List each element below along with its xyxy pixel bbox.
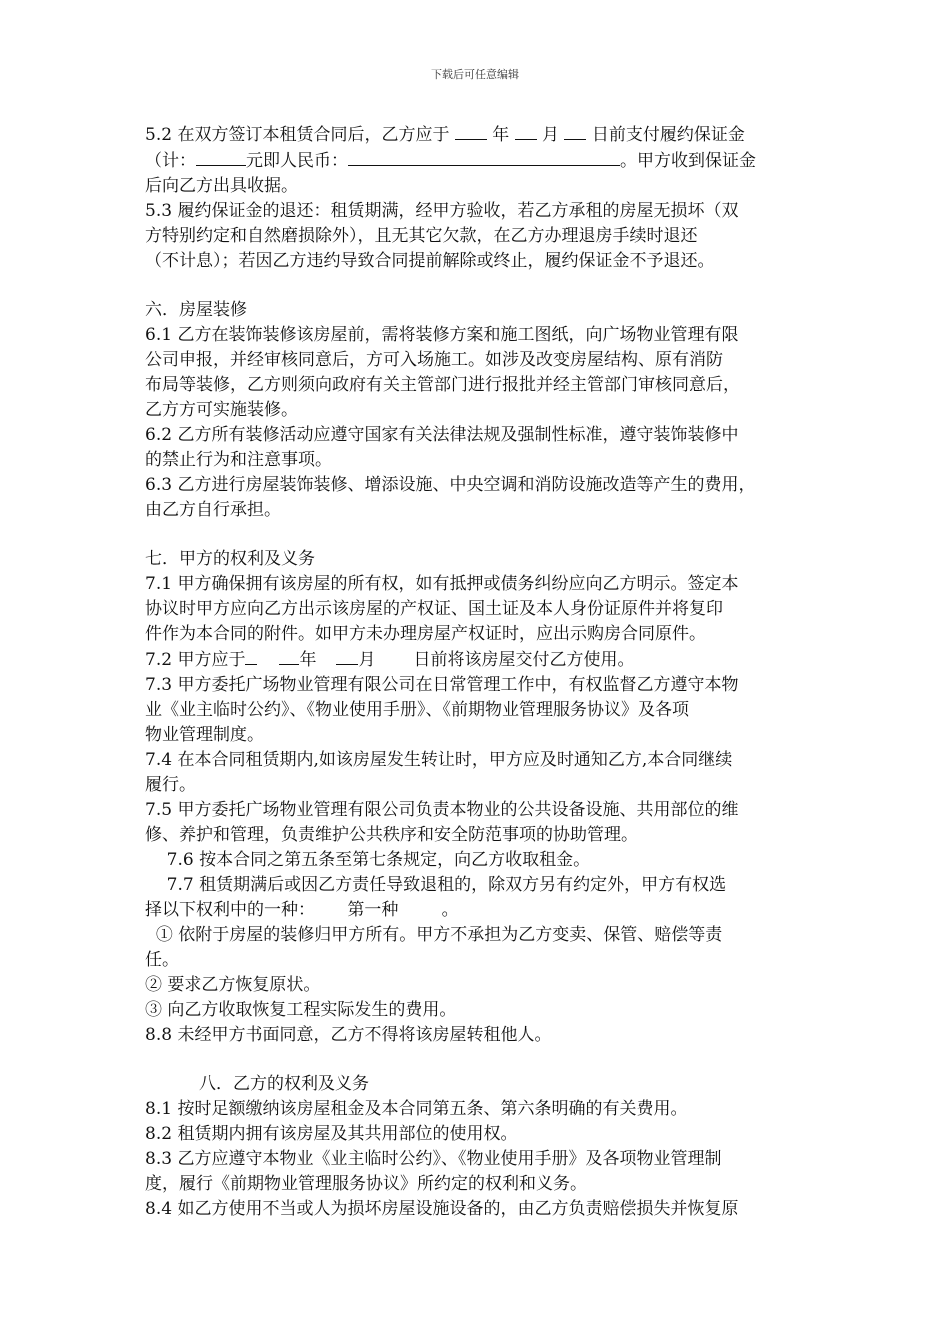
- section-7-line: 7.7 租赁期满后或因乙方责任导致退租的，除双方另有约定外，甲方有权选: [145, 875, 727, 895]
- section-8-line: 8.4 如乙方使用不当或人为损坏房屋设施设备的，由乙方负责赔偿损失并恢复原: [145, 1199, 739, 1219]
- clause-5-2-line-3: 后向乙方出具收据。: [145, 176, 298, 196]
- clause-5-3-line: 方特别约定和自然磨损除外），且无其它欠款，在乙方办理退房手续时退还: [145, 226, 698, 246]
- section-7-line: 8.8 未经甲方书面同意，乙方不得将该房屋转租他人。: [145, 1025, 552, 1045]
- section-7-line: 任。: [145, 950, 179, 970]
- section-7-line: ② 要求乙方恢复原状。: [145, 975, 321, 995]
- clause-5-2-line-1: [145, 122, 825, 148]
- section-8-line: 度，履行《前期物业管理服务协议》所约定的权利和义务。: [145, 1174, 587, 1194]
- clause-text: 年: [486, 125, 515, 145]
- page-header-note: 下载后可任意编辑: [431, 68, 519, 81]
- section-gap: [145, 1048, 825, 1072]
- clause-text: （计：: [145, 151, 196, 171]
- section-7-line: 择以下权利中的一种： 第一种 。: [145, 900, 459, 920]
- clause-text: 日前将该房屋交付乙方使用。: [413, 650, 635, 670]
- blank-year-b: [279, 647, 299, 665]
- contract-body: [145, 122, 825, 1222]
- section-7-line: 7.4 在本合同租赁期内,如该房屋发生转让时，甲方应及时通知乙方,本合同继续: [145, 750, 733, 770]
- section-6-line: 公司申报，并经审核同意后，方可入场施工。如涉及改变房屋结构、原有消防: [145, 350, 723, 370]
- clause-text: 日前支付履约保证金: [586, 125, 745, 145]
- section-6-line: 的禁止行为和注意事项。: [145, 450, 332, 470]
- section-gap: [145, 274, 825, 298]
- blank-amount-rmb: [348, 148, 620, 166]
- section-7-line: ③ 向乙方收取恢复工程实际发生的费用。: [145, 1000, 457, 1020]
- section-7-line: 7.5 甲方委托广场物业管理有限公司负责本物业的公共设备设施、共用部位的维: [145, 800, 739, 820]
- section-7-line: 业《业主临时公约》、《物业使用手册》、《前期物业管理服务协议》及各项: [145, 700, 689, 720]
- section-7-line: 修、养护和管理，负责维护公共秩序和安全防范事项的协助管理。: [145, 825, 638, 845]
- clause-text: 5.2 在双方签订本租赁合同后，乙方应于: [145, 125, 455, 145]
- section-6-line: 6.2 乙方所有装修活动应遵守国家有关法律法规及强制性标准，遵守装饰装修中: [145, 425, 739, 445]
- clause-7-2: [145, 647, 825, 673]
- clause-text: 月: [536, 125, 565, 145]
- clause-text: 月: [358, 650, 376, 670]
- section-8-line: 8.3 乙方应遵守本物业《业主临时公约》、《物业使用手册》及各项物业管理制: [145, 1149, 722, 1169]
- section-7-line: 履行。: [145, 775, 196, 795]
- blank-amount: [196, 148, 246, 166]
- section-8-title: 八．乙方的权利及义务: [145, 1074, 370, 1094]
- clause-text: 。甲方收到保证金: [620, 151, 756, 171]
- section-8-line: 8.2 租赁期内拥有该房屋及其共用部位的使用权。: [145, 1124, 518, 1144]
- section-8-line: 8.1 按时足额缴纳该房屋租金及本合同第五条、第六条明确的有关费用。: [145, 1099, 688, 1119]
- section-6-line: 布局等装修，乙方则须向政府有关主管部门进行报批并经主管部门审核同意后，: [145, 375, 740, 395]
- clause-5-3-line: 5.3 履约保证金的退还：租赁期满，经甲方验收，若乙方承租的房屋无损坏（双: [145, 201, 739, 221]
- clause-text: 年: [299, 650, 317, 670]
- blank-month: [515, 122, 537, 140]
- section-7-line: 7.1 甲方确保拥有该房屋的所有权，如有抵押或债务纠纷应向乙方明示。签定本: [145, 574, 739, 594]
- blank-day: [564, 122, 586, 140]
- section-7-line: 件作为本合同的附件。如甲方未办理房屋产权证时，应出示购房合同原件。: [145, 624, 706, 644]
- clause-text: 元即人民币：: [246, 151, 348, 171]
- section-7-line: 7.3 甲方委托广场物业管理有限公司在日常管理工作中，有权监督乙方遵守本物: [145, 675, 739, 695]
- section-6-line: 6.1 乙方在装饰装修该房屋前，需将装修方案和施工图纸，向广场物业管理有限: [145, 325, 739, 345]
- blank-year: [455, 122, 487, 140]
- clause-text: 7.2 甲方应于: [145, 650, 246, 670]
- section-7-line: 7.6 按本合同之第五条至第七条规定，向乙方收取租金。: [145, 850, 591, 870]
- clause-5-3-line: （不计息）；若因乙方违约导致合同提前解除或终止，履约保证金不予退还。: [145, 251, 715, 271]
- blank-month: [336, 647, 358, 665]
- section-6-line: 由乙方自行承担。: [145, 500, 281, 520]
- section-7-line: 物业管理制度。: [145, 725, 264, 745]
- blank-year-a: [245, 647, 257, 665]
- section-gap: [145, 523, 825, 547]
- section-6-title: 六．房屋装修: [145, 300, 247, 320]
- section-6-line: 6.3 乙方进行房屋装饰装修、增添设施、中央空调和消防设施改造等产生的费用，: [145, 475, 756, 495]
- section-7-title: 七．甲方的权利及义务: [145, 549, 315, 569]
- section-6-line: 乙方方可实施装修。: [145, 400, 298, 420]
- section-7-line: 协议时甲方应向乙方出示该房屋的产权证、国土证及本人身份证原件并将复印: [145, 599, 723, 619]
- clause-5-2-line-2: [145, 148, 825, 174]
- section-7-line: ① 依附于房屋的装修归甲方所有。甲方不承担为乙方变卖、保管、赔偿等责: [145, 925, 723, 945]
